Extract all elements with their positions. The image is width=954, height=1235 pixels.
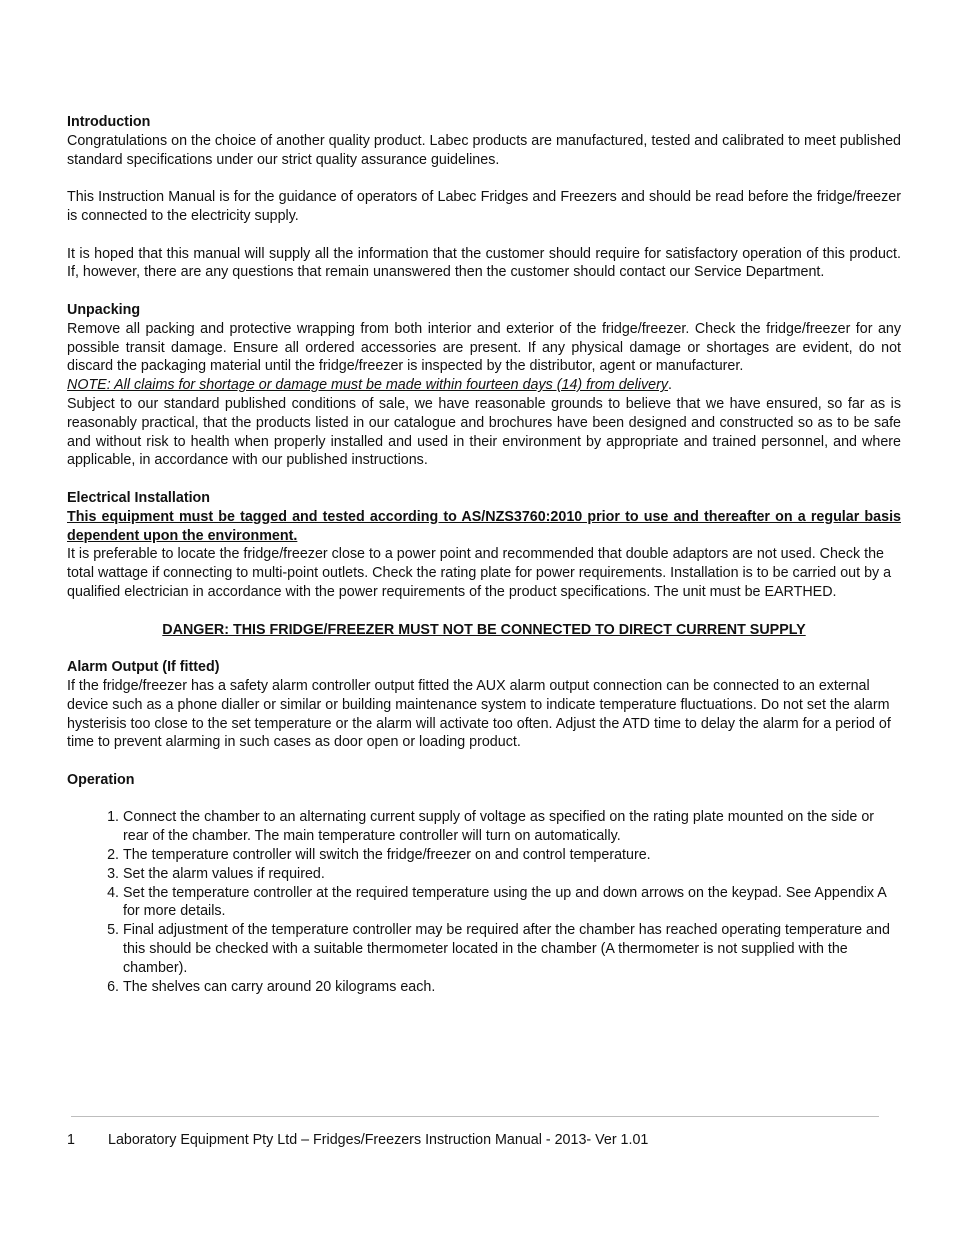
unpacking-note-end: . <box>667 377 672 394</box>
page-number: 1 <box>67 1132 75 1148</box>
electrical-warning: This equipment must be tagged and tested according to AS/NZS3760:2010 prior to use and thereafter on a regular basis dependent upon the environment. <box>67 508 901 544</box>
footer-text: Laboratory Equipment Pty Ltd – Fridges/Freezers Instruction Manual - 2013- Ver 1.01 <box>108 1132 649 1148</box>
unpacking-paragraph-2: Subject to our standard published conditions of sale, we have reasonable grounds to believe that we have ensured, so far as is reasonably practical, that the products listed in our catalogue and brochures have been designed and constructed so as to be safe and without risk to health when properly installed and used in their environment by appropriate and trained personnel, and where applicable, in accordance with our published instructions. <box>67 395 901 469</box>
operation-step-1: 1. Connect the chamber to an alternating current supply of voltage as specified on the rating plate mounted on the side or rear of the chamber. The main temperature controller will turn on automatically. <box>123 808 901 846</box>
unpacking-paragraph-1: Remove all packing and protective wrapping from both interior and exterior of the fridge/freezer. Check the fridge/freezer for any possible transit damage. Ensure all ordered accessories are present. If any physical damage or shortages are evident, do not discard the packaging material until the fridge/freezer is inspected by the distributor, agent or manufacturer. <box>67 320 901 375</box>
operation-step-2: 2. The temperature controller will switch the fridge/freezer on and control temperature. <box>123 846 901 865</box>
page-footer <box>67 1131 648 1150</box>
unpacking-note: NOTE: All claims for shortage or damage must be made within fourteen days (14) from delivery <box>67 377 668 394</box>
alarm-heading: Alarm Output (If fitted) <box>67 659 220 676</box>
operation-steps-list <box>67 808 901 996</box>
operation-step-3: 3. Set the alarm values if required. <box>123 865 901 884</box>
electrical-heading: Electrical Installation <box>67 489 211 506</box>
operation-step-5: 5. Final adjustment of the temperature controller may be required after the chamber has reached operating temperature and this should be checked with a suitable thermometer located in the chamber (A thermometer is not supplied with the chamber). <box>123 921 901 977</box>
unpacking-note-line <box>67 376 901 395</box>
intro-paragraph-1: Congratulations on the choice of another quality product. Labec products are manufactured, tested and calibrated to meet published standard specifications under our strict quality assurance guidelines. <box>67 132 901 168</box>
danger-notice: DANGER: THIS FRIDGE/FREEZER MUST NOT BE CONNECTED TO DIRECT CURRENT SUPPLY <box>162 621 806 638</box>
document-body <box>67 113 901 996</box>
operation-step-6: 6. The shelves can carry around 20 kilograms each. <box>123 978 901 997</box>
operation-heading: Operation <box>67 771 135 788</box>
footer-divider <box>71 1116 879 1117</box>
electrical-paragraph-1: It is preferable to locate the fridge/freezer close to a power point and recommended that double adaptors are not used. Check the total wattage if connecting to multi-point outlets. Check the rating plate for power requirements. Installation is to be carried out by a qualified electrician in accordance with the power requirements of the product specifications. The unit must be EARTHED. <box>67 546 892 600</box>
operation-step-4: 4. Set the temperature controller at the required temperature using the up and down arrows on the keypad. See Appendix A for more details. <box>123 884 901 922</box>
intro-paragraph-3: It is hoped that this manual will supply all the information that the customer should require for satisfactory operation of this product. If, however, there are any questions that remain unanswered then the customer should contact our Service Department. <box>67 245 901 281</box>
intro-heading: Introduction <box>67 114 151 130</box>
intro-paragraph-2: This Instruction Manual is for the guidance of operators of Labec Fridges and Freezers and should be read before the fridge/freezer is connected to the electricity supply. <box>67 189 901 224</box>
unpacking-heading: Unpacking <box>67 301 141 318</box>
alarm-paragraph-1: If the fridge/freezer has a safety alarm controller output fitted the AUX alarm output connection can be connected to an external device such as a phone dialler or similar or building maintenance system to indicate temperature fluctuations. Do not set the alarm hysterisis too close to the set temperature or the alarm will activate too often. Adjust the ATD time to delay the alarm for a period of time to prevent alarming in such cases as door open or loading product. <box>67 677 891 751</box>
